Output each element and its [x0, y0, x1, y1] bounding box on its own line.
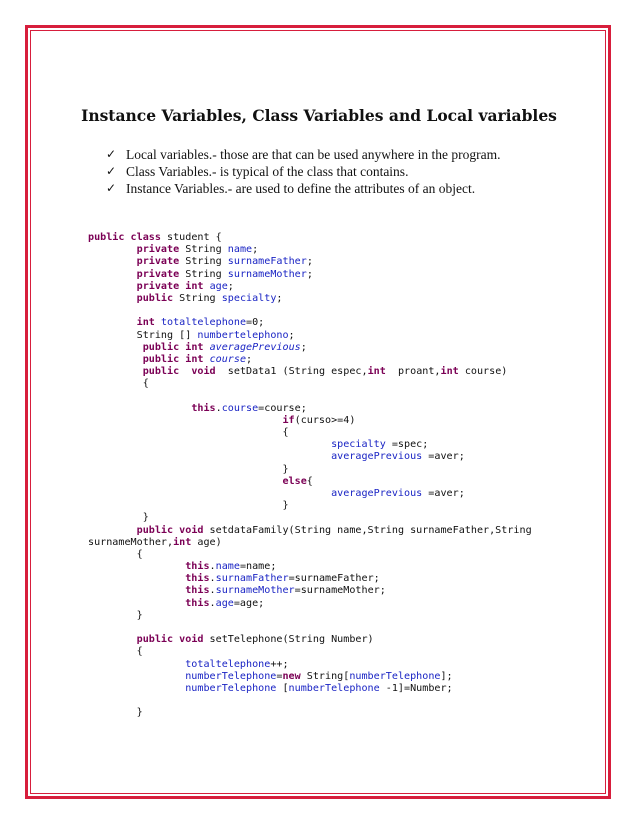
code-keyword: class	[130, 232, 161, 243]
code-text: -1]=Number;	[379, 682, 453, 694]
code-text: {	[306, 475, 313, 487]
code-line	[88, 342, 532, 354]
code-text	[88, 525, 137, 536]
code-text: String	[179, 268, 228, 280]
code-text	[88, 281, 137, 292]
code-text	[88, 659, 185, 670]
code-keyword: else	[282, 475, 307, 487]
code-keyword: public	[88, 232, 125, 243]
code-line	[88, 683, 532, 695]
bullet-text: Local variables.- those are that can be used anywhere in the program.	[126, 147, 501, 162]
bullet-text: Class Variables.- is typical of the class that contains.	[126, 164, 409, 179]
code-field: averagePrevious	[209, 341, 301, 353]
code-text: String	[179, 244, 228, 256]
code-keyword: int	[136, 317, 155, 329]
code-field: name	[215, 561, 240, 573]
code-line	[88, 366, 532, 378]
bullet-item	[106, 180, 500, 197]
code-keyword: public	[142, 353, 180, 365]
code-keyword: this	[185, 585, 210, 597]
checkmark-icon: ✓	[106, 181, 117, 195]
code-text: surnameMother,	[88, 536, 174, 548]
code-text: ];	[440, 670, 453, 682]
code-keyword: private	[136, 256, 180, 268]
code-text: .	[209, 573, 216, 585]
bullet-list	[106, 146, 500, 197]
code-line	[88, 561, 532, 573]
code-text	[88, 354, 143, 365]
code-line	[88, 585, 532, 597]
checkmark-icon: ✓	[106, 147, 117, 161]
code-line	[88, 403, 532, 415]
code-text: .	[209, 561, 216, 573]
code-line	[88, 525, 532, 537]
code-field: course	[221, 402, 259, 414]
code-text: {	[88, 548, 143, 560]
code-field: totaltelephone	[160, 317, 247, 329]
code-text: setdataFamily(String name,String surnameFather,String	[203, 524, 532, 536]
code-text: }	[88, 609, 143, 621]
code-line	[88, 427, 532, 439]
code-text: ;	[288, 329, 295, 341]
code-field: totaltelephone	[185, 658, 271, 670]
bullet-text: Instance Variables.- are used to define the attributes of an object.	[126, 181, 476, 196]
code-text	[88, 293, 137, 304]
code-text: ;	[306, 268, 313, 280]
code-keyword: int	[185, 280, 204, 292]
code-text	[88, 476, 282, 487]
code-text: ;	[252, 244, 259, 256]
code-field: surnameMother	[215, 585, 295, 597]
code-text: {	[88, 378, 149, 390]
code-text: =	[276, 670, 283, 682]
code-text: =surnameFather;	[288, 573, 380, 585]
code-text: course)	[458, 366, 508, 378]
code-keyword: void	[191, 366, 216, 378]
code-line	[88, 573, 532, 585]
code-text: {	[88, 427, 289, 438]
code-keyword: public	[136, 634, 174, 646]
code-text: ;	[306, 256, 313, 268]
code-text: =aver;	[422, 451, 465, 463]
code-line	[88, 659, 532, 671]
code-text: =surnameMother;	[294, 585, 386, 597]
code-keyword: private	[136, 268, 180, 280]
code-field: age	[209, 280, 228, 292]
code-field: age	[215, 597, 234, 609]
code-keyword: int	[173, 536, 192, 548]
code-field: numberTelephone	[288, 682, 380, 694]
code-field: name	[227, 244, 253, 256]
code-text: ;	[276, 292, 283, 304]
code-keyword: int	[367, 366, 386, 378]
code-text: =spec;	[385, 439, 429, 451]
code-line	[88, 256, 532, 268]
code-text: age)	[191, 536, 222, 548]
code-blank-line	[88, 390, 532, 402]
code-keyword: public	[142, 366, 180, 378]
code-keyword: this	[191, 402, 216, 414]
code-keyword: int	[185, 341, 204, 353]
code-line	[88, 488, 532, 500]
code-line	[88, 269, 532, 281]
code-keyword: private	[136, 280, 180, 292]
code-text	[88, 561, 185, 572]
code-text: {	[88, 646, 143, 658]
code-line	[88, 549, 532, 561]
code-text: =0;	[246, 317, 265, 329]
code-text	[88, 598, 185, 609]
code-text: ;	[227, 280, 234, 292]
code-field: surnameFather	[227, 256, 307, 268]
code-field: numbertelephono	[197, 329, 289, 341]
code-line	[88, 634, 532, 646]
code-line	[88, 354, 532, 366]
code-line	[88, 232, 532, 244]
code-field: course	[209, 353, 247, 365]
code-field: numberTelephone	[185, 670, 277, 682]
code-text: setData1 (String espec,	[215, 366, 368, 378]
code-line	[88, 537, 532, 549]
code-field: surnamFather	[215, 573, 289, 585]
code-text	[88, 269, 137, 280]
code-line	[88, 610, 532, 622]
code-text	[179, 366, 191, 377]
code-text: ;	[300, 341, 307, 353]
code-line	[88, 671, 532, 683]
code-text	[88, 366, 143, 377]
code-text	[88, 634, 137, 645]
code-text	[88, 671, 185, 682]
code-text: String	[173, 292, 222, 304]
code-line	[88, 598, 532, 610]
code-line	[88, 317, 532, 329]
code-field: averagePrevious	[331, 451, 423, 463]
code-line	[88, 646, 532, 658]
code-field: specialty	[331, 439, 386, 451]
code-text	[88, 683, 185, 694]
code-line	[88, 500, 532, 512]
code-text	[88, 403, 191, 414]
code-field: averagePrevious	[331, 487, 423, 499]
code-text: String[	[300, 670, 350, 682]
code-keyword: void	[179, 524, 204, 536]
code-line	[88, 464, 532, 476]
code-text: .	[209, 585, 216, 597]
code-line	[88, 439, 532, 451]
code-text: String []	[88, 329, 198, 341]
code-blank-line	[88, 695, 532, 707]
code-text: =aver;	[422, 487, 465, 499]
code-text: String	[179, 256, 228, 268]
code-line	[88, 707, 532, 719]
code-text: =name;	[239, 561, 277, 573]
code-text	[88, 573, 185, 584]
code-text	[88, 585, 185, 596]
code-text: }	[88, 463, 289, 475]
code-line	[88, 415, 532, 427]
bullet-item	[106, 146, 500, 163]
code-line	[88, 244, 532, 256]
code-blank-line	[88, 622, 532, 634]
code-text	[88, 317, 137, 328]
code-field: numberTelephone	[185, 682, 277, 694]
checkmark-icon: ✓	[106, 164, 117, 178]
code-field: numberTelephone	[349, 670, 441, 682]
code-text: [	[276, 682, 289, 694]
code-line	[88, 512, 532, 524]
code-keyword: public	[142, 341, 180, 353]
code-text: (curso>=4)	[294, 414, 356, 426]
code-line	[88, 451, 532, 463]
code-text	[88, 451, 331, 462]
code-keyword: this	[185, 597, 210, 609]
code-text: }	[88, 707, 143, 719]
bullet-item	[106, 163, 500, 180]
code-line	[88, 476, 532, 488]
code-keyword: int	[440, 366, 459, 378]
code-keyword: private	[136, 244, 180, 256]
code-text	[88, 256, 137, 267]
code-keyword: new	[282, 670, 301, 682]
code-text: setTelephone(String Number)	[203, 634, 374, 646]
code-text	[88, 439, 331, 450]
code-text: .	[209, 597, 216, 609]
code-text: student {	[160, 232, 222, 243]
code-keyword: int	[185, 353, 204, 365]
code-blank-line	[88, 305, 532, 317]
code-listing	[88, 232, 532, 720]
code-text: }	[88, 500, 289, 512]
code-text: ++;	[270, 658, 289, 670]
code-line	[88, 281, 532, 293]
code-text	[88, 342, 143, 353]
code-line	[88, 293, 532, 305]
code-text: .	[215, 402, 222, 414]
code-text: =course;	[258, 402, 307, 414]
code-line	[88, 378, 532, 390]
code-keyword: public	[136, 524, 174, 536]
code-keyword: void	[179, 634, 204, 646]
code-keyword: this	[185, 573, 210, 585]
code-keyword: this	[185, 561, 210, 573]
document-title: Instance Variables, Class Variables and Local variables	[81, 106, 557, 125]
code-text: =age;	[233, 597, 265, 609]
code-text	[88, 415, 282, 426]
code-text: ;	[246, 353, 253, 365]
code-keyword: if	[282, 414, 295, 426]
code-keyword: public	[136, 292, 174, 304]
code-text	[88, 488, 331, 499]
code-line	[88, 330, 532, 342]
code-field: surnameMother	[227, 268, 307, 280]
code-text: proant,	[385, 366, 441, 378]
code-text: }	[88, 512, 149, 524]
code-field: specialty	[221, 292, 277, 304]
code-text	[88, 244, 137, 255]
